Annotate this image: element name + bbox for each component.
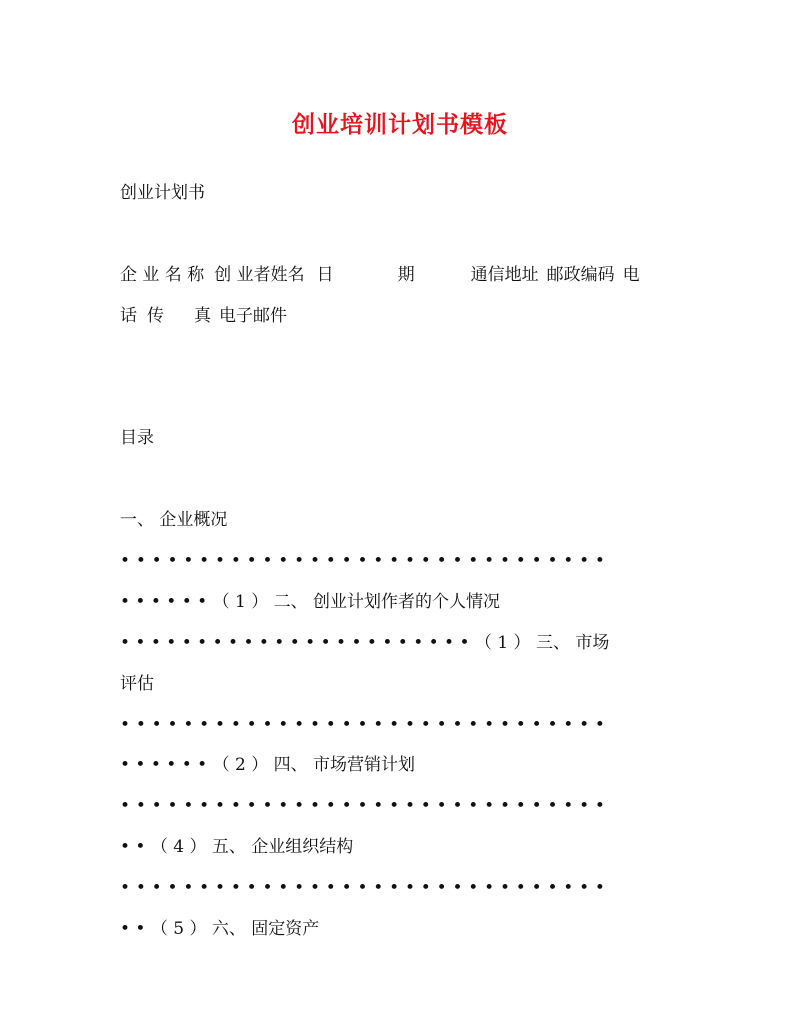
cover-fields-line-2 (120, 305, 287, 327)
toc-line: • • • • • • （ 2 ） 四、 市场营销计划 (120, 755, 416, 775)
toc-dots: • • • • • • • • • • • • • • • • • • • • • • • • • • • • • • • (120, 878, 606, 898)
toc-line: • • （ 4 ） 五、 企业组织结构 (120, 837, 354, 857)
document-title: 创业培训计划书模板 (292, 111, 508, 138)
field-email: 电子邮件 (219, 306, 287, 326)
toc-line: • • （ 5 ） 六、 固定资产 (120, 919, 320, 939)
toc-line: 一、 企业概况 (120, 510, 228, 530)
toc-line: • • • • • • • • • • • • • • • • • • • • • • • （ 1 ） 三、 市场 (120, 633, 610, 653)
field-date-qi: 期 (397, 265, 415, 285)
field-company-name: 企 业 名 称 (120, 265, 205, 285)
field-phone-dian: 电 (622, 265, 640, 285)
toc-dots: • • • • • • • • • • • • • • • • • • • • • • • • • • • • • • • (120, 551, 606, 571)
toc-dots: • • • • • • • • • • • • • • • • • • • • • • • • • • • • • • • (120, 796, 606, 816)
toc-dots: • • • • • • • • • • • • • • • • • • • • • • • • • • • • • • • (120, 715, 606, 735)
field-date-ri: 日 (316, 265, 334, 285)
field-postcode: 邮政编码 (546, 265, 615, 285)
field-address: 通信地址 (470, 265, 539, 285)
field-founder-name: 创 业者姓名 (214, 265, 305, 285)
subtitle: 创业计划书 (120, 183, 205, 203)
cover-fields-line-1 (120, 264, 640, 286)
toc-line: 评估 (120, 674, 154, 694)
field-fax-zhen: 真 (194, 306, 211, 326)
field-fax-chuan: 传 (147, 306, 164, 326)
toc-heading: 目录 (120, 428, 154, 448)
toc-line: • • • • • • （ 1 ） 二、 创业计划作者的个人情况 (120, 592, 501, 612)
field-phone-hua: 话 (120, 306, 137, 326)
